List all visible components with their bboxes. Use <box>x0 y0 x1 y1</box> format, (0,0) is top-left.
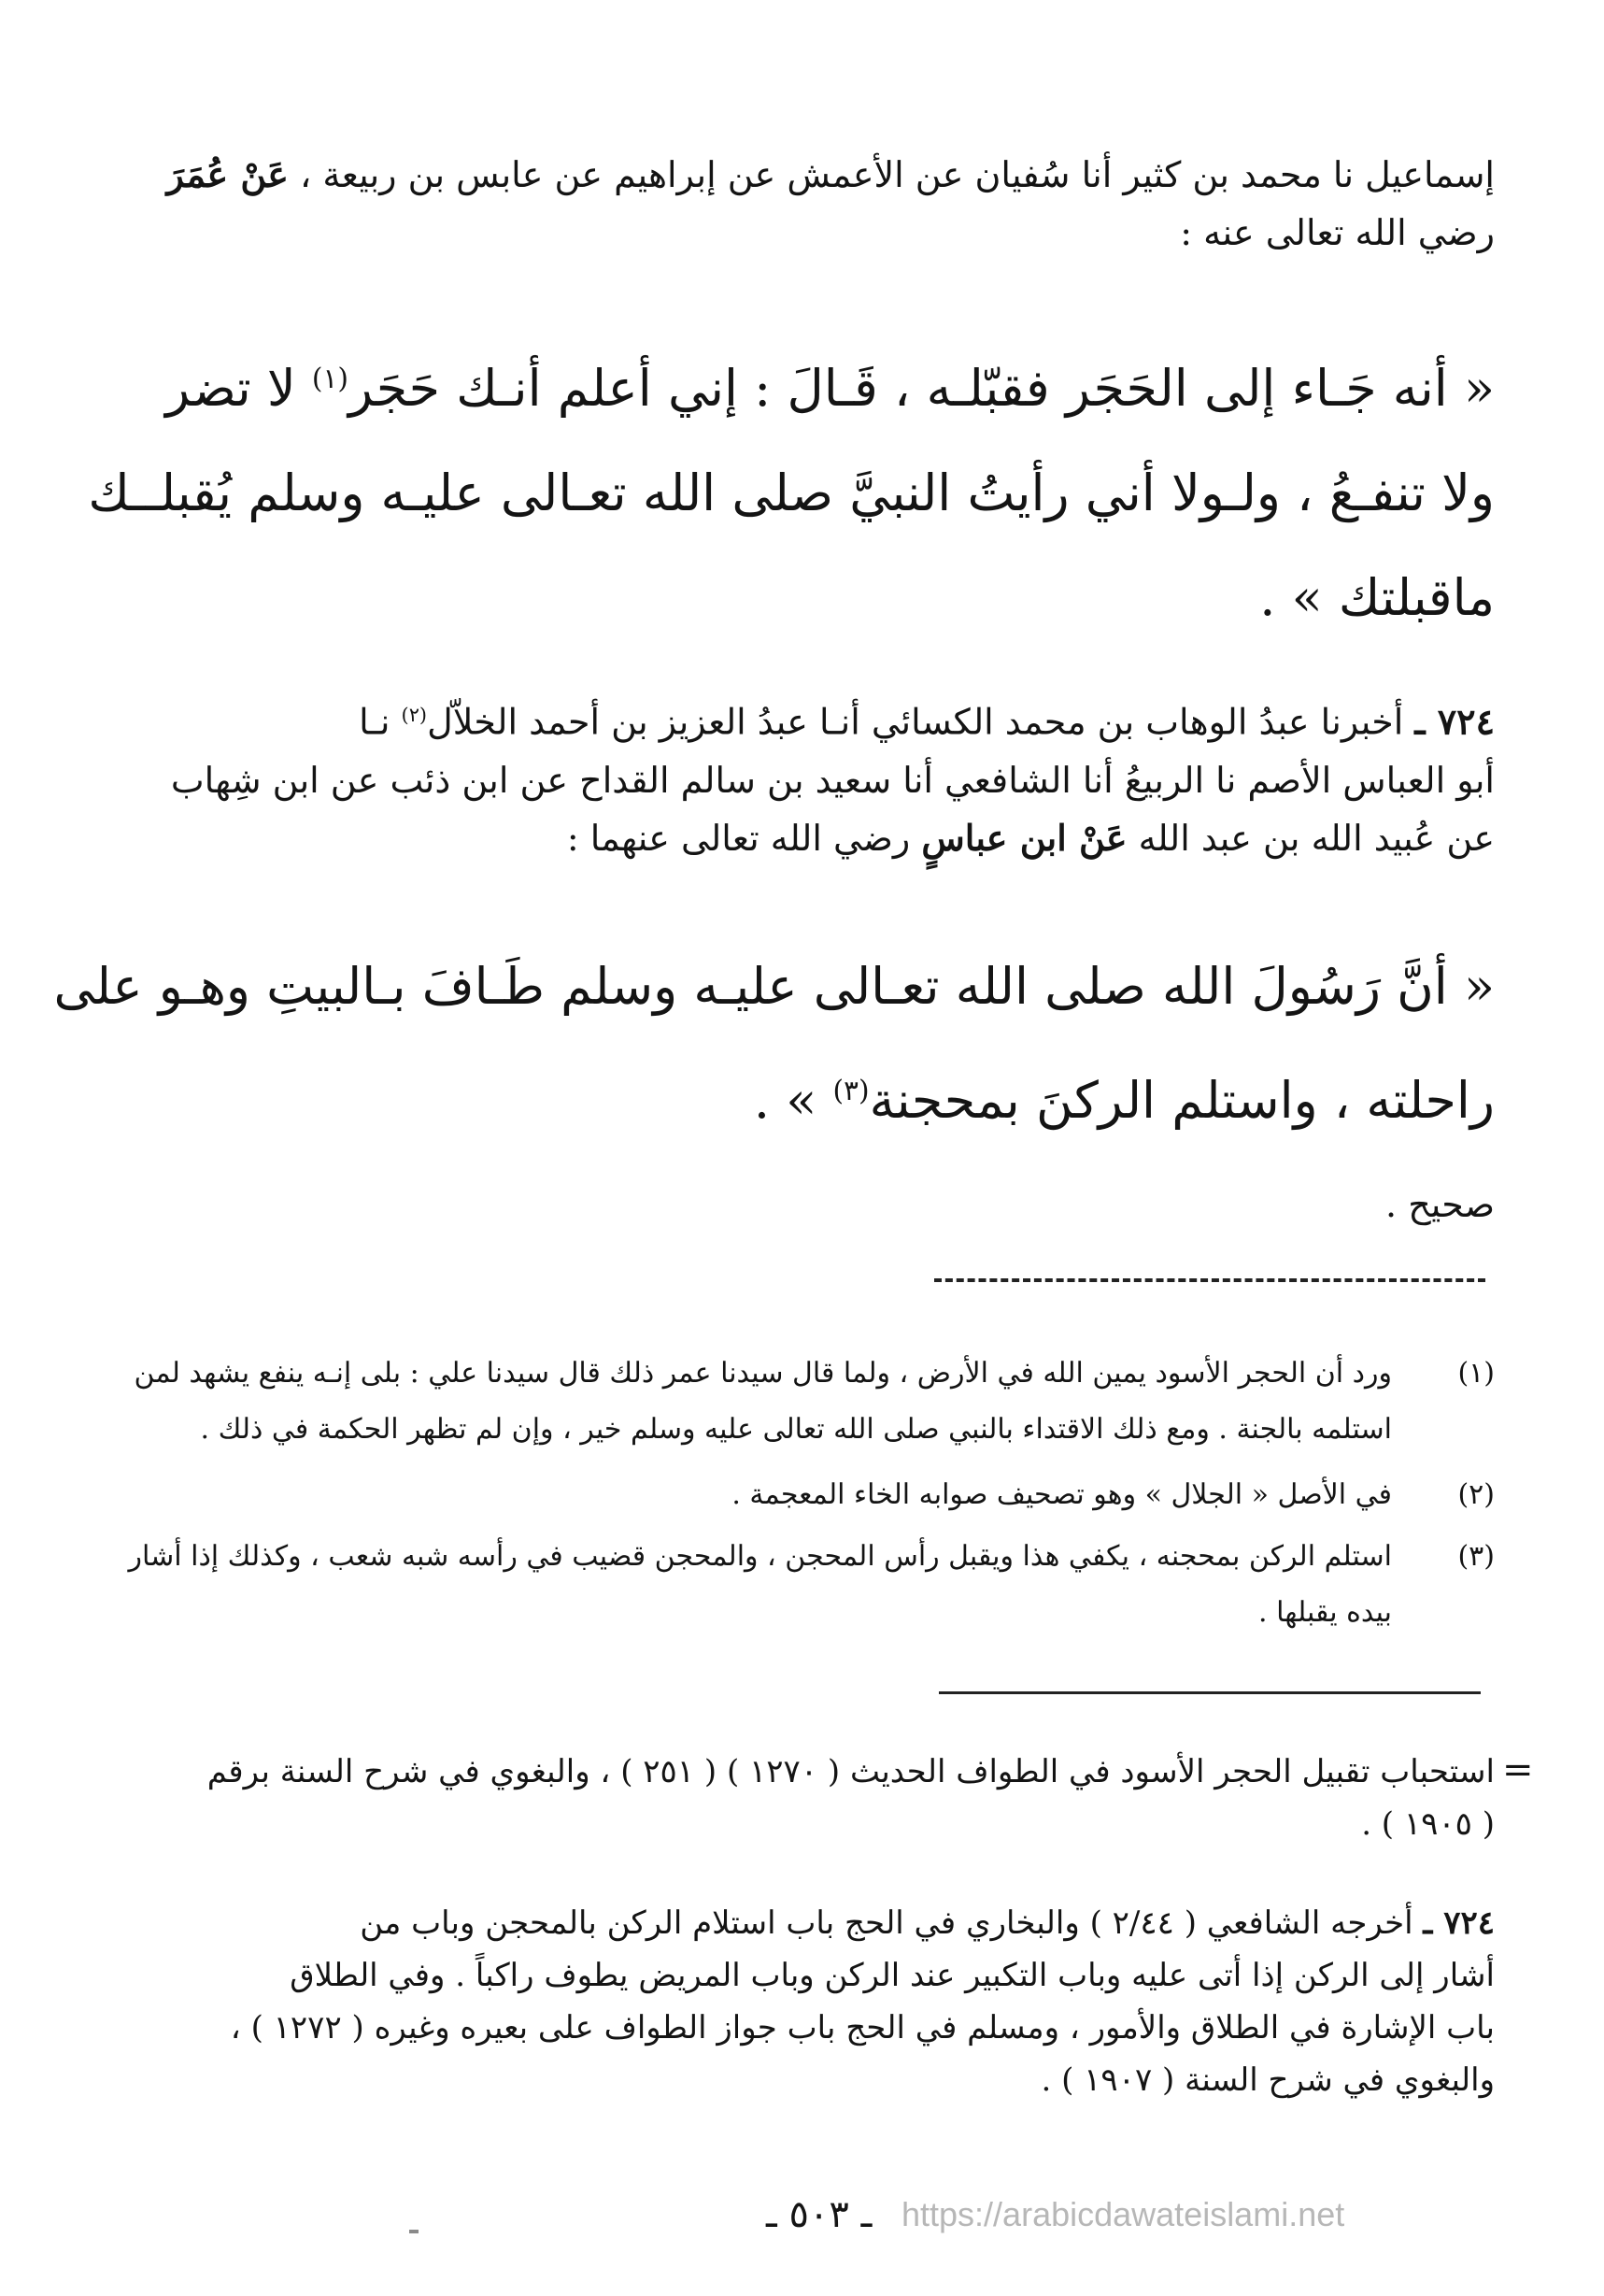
watermark-url: https://arabicdawateislami.net <box>901 2195 1345 2233</box>
takhrij-line-1: ٧٢٤ ـ أخرجه الشافعي ( ٢/٤٤ ) والبخاري في الحج باب استلام الركن بالمحجن وباب من <box>360 1904 1495 1942</box>
hadith2-line-2: راحلته ، واستلم الركنَ بمحجنة$^{(٣)}$ » . <box>753 1071 1495 1130</box>
narrator-highlight: عَنْ ابن عباسٍ <box>921 816 1128 859</box>
continuation-line-1: استحباب تقبيل الحجر الأسود في الطواف الحديث ( ١٢٧٠ ) ( ٢٥١ ) ، والبغوي في شرح السنة برقم <box>206 1753 1495 1790</box>
hadith1-line-3: ماقبلتك » . <box>1259 568 1495 627</box>
footnote-line: استلم الركن بمحجنه ، يكفي هذا ويقبل رأس المحجن ، والمحجن قضيب في رأسه شبه شعب ، وكذلك إذا أشار <box>128 1540 1392 1573</box>
entry-724-chain <box>170 686 1495 867</box>
page-number: ـ ٥٠٣ ـ <box>766 2193 873 2236</box>
entry-number: ٧٢٤ ـ <box>1423 1904 1495 1942</box>
takhrij-line-3: باب الإشارة في الطلاق والأمور ، ومسلم في الحج باب جواز الطواف على بعيره وغيره ( ١٢٧٢ ) ، <box>230 2009 1495 2046</box>
hadith-grade <box>187 1176 1495 1234</box>
footnote-1 <box>134 1346 1495 1458</box>
takhrij-separator <box>939 1691 1481 1694</box>
footnote-line: بيده يقبلها . <box>1258 1596 1392 1629</box>
scan-speck <box>409 2230 419 2233</box>
entry724-line-2: أبو العباس الأصم نا الربيعُ أنا الشافعي أنا سعيد بن سالم القداح عن ابن ذئب عن ابن شِهاب <box>170 759 1495 801</box>
footnote-ref-3: (٣) <box>832 1075 870 1107</box>
intro-line-1: إسماعيل نا محمد بن كثير أنا سُفيان عن الأعمش عن إبراهيم عن عابس بن ربيعة ، عَنْ عُمَرَ <box>166 153 1495 195</box>
takhrij-724 <box>187 1897 1495 2106</box>
intro-narration <box>166 146 1495 262</box>
hadith1-line-1: « أنه جَـاء إلى الحَجَر فقبّلـه ، قَـالَ : إني أعلم أنـك حَجَر$^{(١)}$ لا تضر <box>165 359 1495 418</box>
narrator-highlight: عَنْ عُمَرَ <box>166 153 289 195</box>
hadith1-line-2: ولا تنفـعُ ، ولـولا أني رأيتُ النبيَّ صلى الله تعـالى عليـه وسلم يُقبلــك <box>88 463 1495 522</box>
hadith2-line-1: « أنَّ رَسُولَ الله صلى الله تعـالى عليـه وسلم طَـافَ بـالبيتِ وهـو على <box>53 957 1495 1016</box>
footnote-number: (٢) <box>1457 1478 1495 1511</box>
footnote-separator <box>934 1278 1485 1282</box>
footnote-line: في الأصل « الجلال » وهو تصحيف صوابه الخاء المعجمة . <box>731 1478 1392 1511</box>
hadith-text-1 <box>88 327 1495 650</box>
footnote-number: (١) <box>1457 1357 1495 1390</box>
footnote-3 <box>128 1529 1495 1641</box>
footnote-number: (٣) <box>1457 1540 1495 1573</box>
entry724-line-1: ٧٢٤ ـ أخبرنا عبدُ الوهاب بن محمد الكسائي أنـا عبدُ العزيز بن أحمد الخلاّل$^{(٢)}$ نـا <box>359 700 1495 743</box>
takhrij-continuation <box>187 1746 1495 1850</box>
takhrij-line-4: والبغوي في شرح السنة ( ١٩٠٧ ) . <box>1041 2061 1495 2099</box>
footnote-ref-1: (١) <box>311 363 349 395</box>
entry-number: ٧٢٤ ـ <box>1414 700 1495 743</box>
hadith-text-2 <box>53 934 1495 1153</box>
takhrij-line-2: أشار إلى الركن إذا أتى عليه وباب التكبير عند الركن وباب المريض يطوف راكباً . وفي الطلاق <box>290 1957 1495 1994</box>
footnote-2 <box>187 1467 1495 1523</box>
intro-line-2: رضي الله تعالى عنه : <box>1180 212 1495 253</box>
footnote-line: ورد أن الحجر الأسود يمين الله في الأرض ، ولما قال سيدنا عمر ذلك قال سيدنا علي : بلى إنـه ينفع يشهد لمن <box>134 1357 1392 1390</box>
footnote-ref-2: (٢) <box>401 704 428 726</box>
continuation-line-2: ( ١٩٠٥ ) . <box>1361 1805 1495 1843</box>
grade-text: صحيح . <box>1385 1184 1495 1225</box>
footnote-line: استلمه بالجنة . ومع ذلك الاقتداء بالنبي صلى الله تعالى عليه وسلم خير ، وإن لم تظهر الحكمة في ذلك . <box>200 1413 1392 1446</box>
continuation-mark: = <box>1502 1748 1534 1791</box>
entry724-line-3: عن عُبيد الله بن عبد الله عَنْ ابن عباسٍ رضي الله تعالى عنهما : <box>566 816 1495 859</box>
